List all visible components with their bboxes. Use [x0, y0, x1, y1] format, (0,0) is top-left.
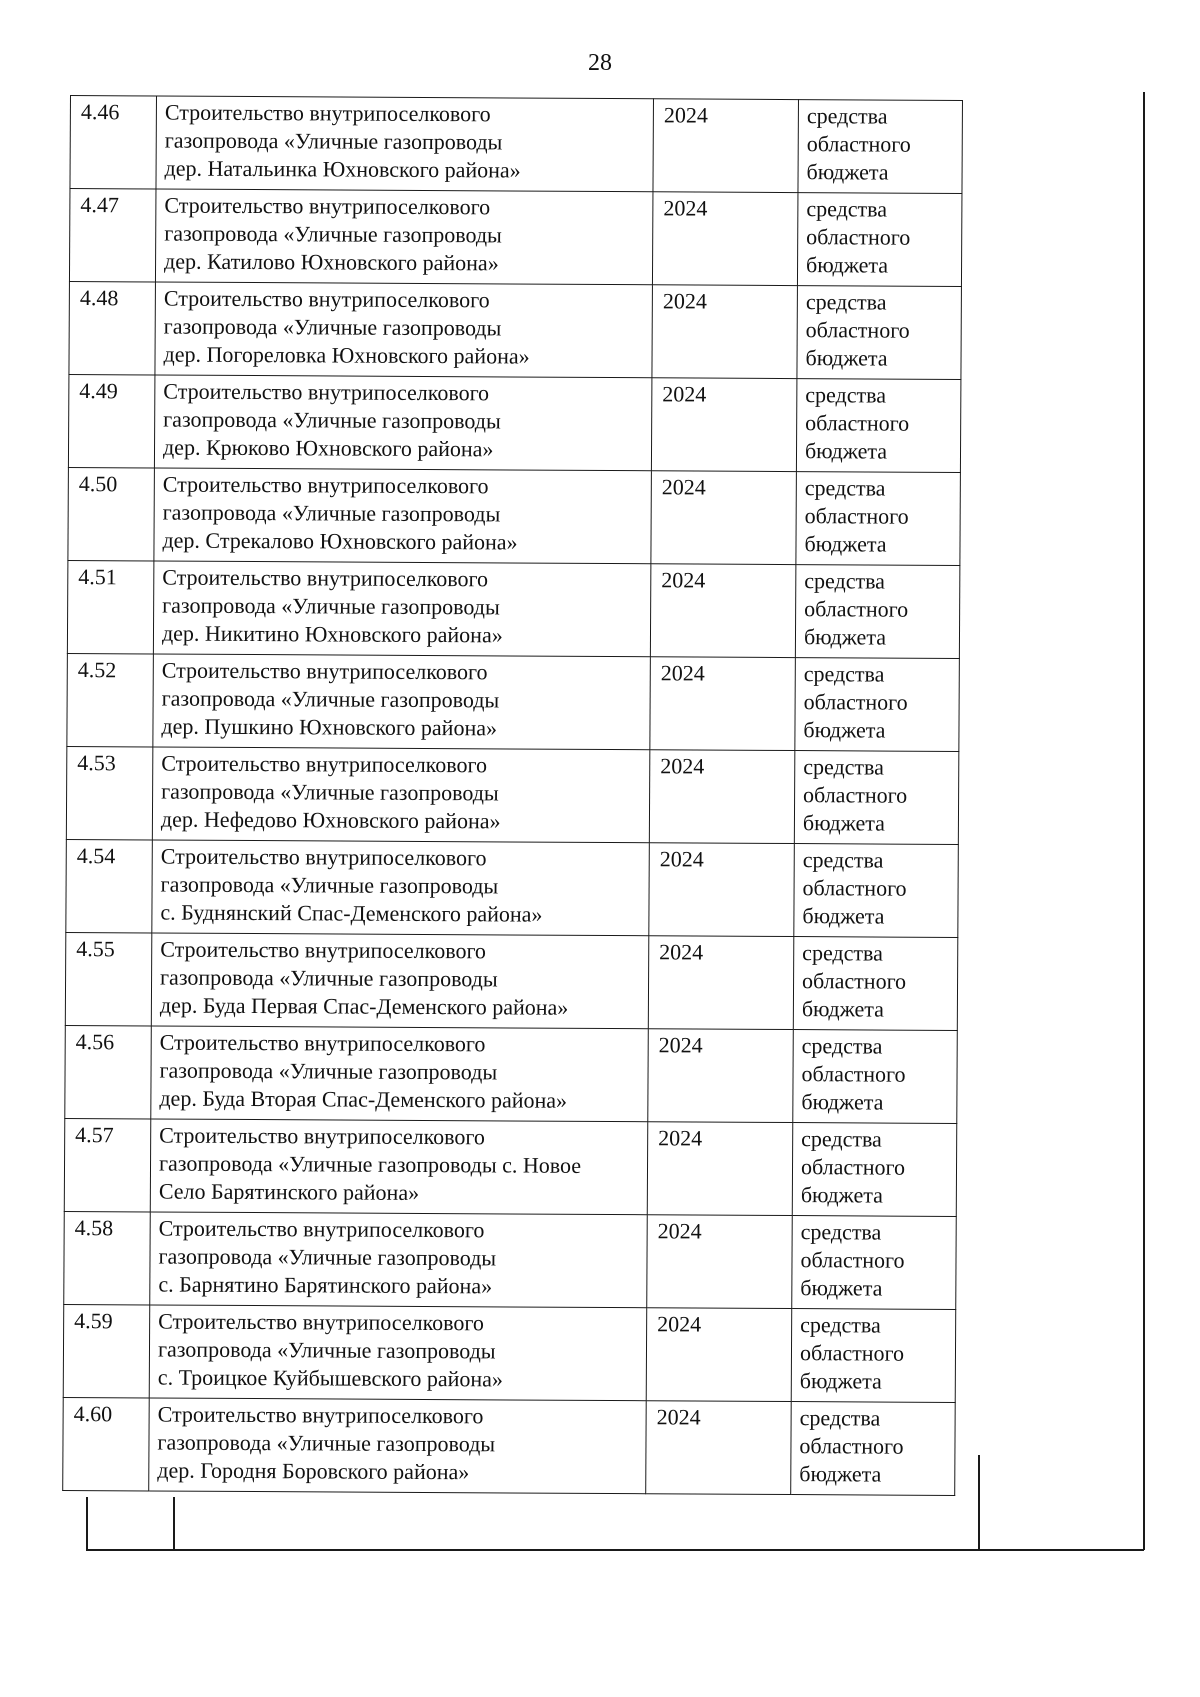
funding-source-line: бюджета — [802, 810, 886, 836]
measure-name — [149, 1398, 647, 1494]
funding-source-line: областного — [801, 1061, 906, 1087]
row-number: 4.60 — [63, 1397, 150, 1490]
measure-name-line: дер. Буда Вторая Спас-Деменского района» — [159, 1085, 568, 1113]
implementation-year: 2024 — [648, 936, 794, 1030]
measure-name — [152, 840, 650, 936]
funding-source-line: средства — [802, 940, 883, 966]
measure-name-line: дер. Стрекалово Юхновского района» — [162, 527, 518, 555]
measure-name-line: Строительство внутрипоселкового — [163, 378, 490, 406]
funding-source-line: бюджета — [803, 624, 887, 650]
measure-name — [151, 933, 649, 1029]
funding-source-line: областного — [802, 875, 907, 901]
measure-name — [151, 1026, 649, 1122]
measure-name — [154, 468, 652, 564]
table-row — [67, 560, 960, 658]
measure-name-line: Строительство внутрипоселкового — [159, 1122, 486, 1150]
funding-source — [794, 844, 959, 938]
implementation-year: 2024 — [647, 1215, 793, 1309]
implementation-year: 2024 — [646, 1308, 792, 1402]
measure-name-line: Строительство внутрипоселкового — [163, 285, 490, 313]
measure-name-line: Строительство внутрипоселкового — [159, 1029, 486, 1057]
funding-source-line: областного — [803, 782, 908, 808]
funding-source-line: средства — [800, 1312, 881, 1338]
funding-source-line: бюджета — [803, 717, 886, 743]
funding-source-line: средства — [800, 1219, 882, 1245]
measure-name-line: Строительство внутрипоселкового — [161, 657, 488, 685]
funding-source — [795, 565, 960, 659]
table-row — [64, 1118, 957, 1216]
funding-source — [791, 1309, 956, 1403]
implementation-year: 2024 — [650, 657, 796, 751]
implementation-year: 2024 — [651, 471, 797, 565]
funding-source-line: средства — [801, 1126, 882, 1152]
funding-source-line: областного — [803, 689, 908, 715]
implementation-year: 2024 — [651, 378, 797, 472]
measure-name-line: с. Троицкое Куйбышевского района» — [157, 1364, 504, 1392]
implementation-year: 2024 — [650, 564, 796, 658]
row-number: 4.58 — [64, 1211, 151, 1304]
implementation-year: 2024 — [649, 750, 795, 844]
table-row — [68, 467, 961, 565]
table-row — [66, 839, 959, 937]
measure-name — [150, 1119, 648, 1215]
table-row — [69, 281, 962, 379]
funding-source-line: средства — [805, 382, 887, 408]
table-row — [63, 1397, 956, 1495]
row-number: 4.49 — [68, 374, 155, 467]
measure-name — [153, 561, 651, 657]
measure-name-line: газопровода «Уличные газопроводы с. Новое — [158, 1150, 582, 1178]
measure-name-line: Строительство внутрипоселкового — [158, 1215, 485, 1243]
row-number: 4.52 — [67, 653, 154, 746]
measure-name-line: дер. Никитино Юхновского района» — [161, 620, 503, 648]
funding-source-line: средства — [804, 568, 886, 594]
table-row — [70, 96, 963, 194]
funding-source-line: бюджета — [799, 1461, 882, 1487]
table-column-border-extension — [173, 1497, 175, 1551]
table-row — [64, 1211, 957, 1309]
table-extra-column-border — [978, 1455, 980, 1550]
measure-name-line: с. Барнятино Барятинского района» — [158, 1271, 493, 1299]
measure-name — [154, 375, 652, 471]
measure-name-line: газопровода «Уличные газопроводы — [164, 220, 502, 248]
funding-source-line: бюджета — [805, 252, 889, 278]
measure-name-line: Строительство внутрипоселкового — [162, 471, 489, 499]
funding-source-line: средства — [801, 1033, 883, 1059]
row-number: 4.54 — [66, 839, 153, 932]
funding-source-line: бюджета — [804, 438, 888, 464]
measure-name-line: дер. Крюково Юхновского района» — [162, 434, 494, 462]
funding-source — [792, 1123, 957, 1217]
measure-name — [155, 189, 653, 285]
measure-name-line: Строительство внутрипоселкового — [158, 1308, 484, 1336]
funding-source-line: средства — [804, 475, 886, 501]
table-row — [66, 746, 959, 844]
funding-source — [797, 193, 962, 287]
funding-source-line: средства — [806, 196, 888, 222]
measure-name — [150, 1212, 648, 1308]
funding-source-line: средства — [803, 754, 885, 780]
table-row — [65, 1025, 958, 1123]
table-row — [69, 189, 962, 287]
funding-source-line: бюджета — [801, 996, 885, 1022]
measure-name-line: газопровода «Уличные газопроводы — [159, 1057, 498, 1085]
measure-name-line: дер. Нефедово Юхновского района» — [160, 806, 501, 834]
table-row — [63, 1304, 956, 1402]
row-number: 4.51 — [67, 560, 154, 653]
funding-source-line: бюджета — [802, 903, 885, 929]
implementation-year: 2024 — [653, 99, 799, 193]
funding-source-line: средства — [805, 289, 887, 315]
row-number: 4.55 — [65, 932, 152, 1025]
funding-source — [797, 286, 962, 380]
measure-name-line: газопровода «Уличные газопроводы — [163, 313, 502, 341]
measure-name-line: Строительство внутрипоселкового — [160, 936, 487, 964]
funding-source-line: средства — [803, 661, 885, 687]
measure-name-line: дер. Буда Первая Спас-Деменского района» — [159, 992, 569, 1020]
funding-source-line: областного — [806, 224, 911, 250]
funding-source-line: областного — [800, 1247, 905, 1273]
measure-name-line: дер. Пушкино Юхновского района» — [161, 713, 498, 741]
measure-name — [153, 654, 651, 750]
row-number: 4.59 — [63, 1304, 150, 1397]
row-number: 4.50 — [68, 467, 155, 560]
table-row — [65, 932, 958, 1030]
funding-source-line: бюджета — [804, 531, 887, 557]
funding-source-line: областного — [799, 1340, 905, 1366]
measure-name-line: Строительство внутрипоселкового — [164, 192, 491, 220]
measure-name-line: Строительство внутрипоселкового — [157, 1401, 484, 1429]
measure-name-line: газопровода «Уличные газопроводы — [161, 778, 499, 806]
row-number: 4.47 — [69, 189, 156, 282]
funding-source — [793, 1030, 958, 1124]
measure-name — [155, 282, 653, 378]
row-number: 4.57 — [64, 1118, 151, 1211]
funding-source-line: бюджета — [800, 1182, 883, 1208]
funding-source-line: бюджета — [801, 1089, 884, 1115]
measure-name-line: газопровода «Уличные газопроводы — [157, 1429, 496, 1457]
funding-source — [794, 751, 959, 845]
measure-name-line: Село Барятинского района» — [158, 1178, 420, 1205]
measure-name-line: дер. Катилово Юхновского района» — [164, 248, 499, 276]
measure-name-line: Строительство внутрипоселкового — [161, 750, 488, 778]
row-number: 4.56 — [65, 1025, 152, 1118]
measures-table — [62, 95, 963, 1496]
funding-source-line: областного — [800, 1154, 906, 1180]
measure-name-line: Строительство внутрипоселкового — [160, 843, 487, 871]
table-left-border-extension — [86, 1497, 88, 1551]
table-outer-bottom-border — [86, 1549, 1144, 1551]
funding-source — [796, 472, 961, 566]
measure-name-line: дер. Городня Боровского района» — [157, 1457, 470, 1485]
funding-source-line: областного — [799, 1433, 904, 1459]
funding-source-line: областного — [801, 968, 907, 994]
funding-source — [798, 100, 963, 194]
implementation-year: 2024 — [648, 1029, 794, 1123]
funding-source-line: бюджета — [806, 159, 889, 185]
measure-name-line: газопровода «Уличные газопроводы — [158, 1243, 497, 1271]
funding-source — [792, 1216, 957, 1310]
measure-name-line: газопровода «Уличные газопроводы — [157, 1336, 496, 1364]
page-number: 28 — [588, 50, 612, 76]
implementation-year: 2024 — [652, 192, 798, 286]
row-number: 4.46 — [70, 96, 157, 189]
measure-name-line: Строительство внутрипоселкового — [164, 99, 491, 127]
implementation-year: 2024 — [646, 1401, 792, 1495]
table-row — [67, 653, 960, 751]
table-outer-right-border — [1143, 92, 1145, 1550]
funding-source — [793, 937, 958, 1031]
funding-source-line: средства — [802, 847, 884, 873]
measure-name-line: дер. Погореловка Юхновского района» — [163, 341, 530, 369]
implementation-year: 2024 — [652, 285, 798, 379]
measure-name — [156, 96, 654, 192]
measure-name-line: газопровода «Уличные газопроводы — [160, 871, 499, 899]
measure-name-line: Строительство внутрипоселкового — [162, 564, 489, 592]
measure-name-line: газопровода «Уличные газопроводы — [163, 406, 501, 434]
funding-source-line: бюджета — [800, 1275, 883, 1301]
funding-source — [796, 379, 961, 473]
funding-source-line: областного — [806, 131, 911, 157]
funding-source-line: бюджета — [799, 1368, 882, 1394]
measure-name-line: дер. Натальинка Юхновского района» — [164, 155, 521, 183]
funding-source-line: областного — [804, 503, 909, 529]
row-number: 4.53 — [66, 746, 153, 839]
table-row — [68, 374, 961, 472]
measure-name-line: газопровода «Уличные газопроводы — [162, 592, 500, 620]
implementation-year: 2024 — [647, 1122, 793, 1216]
measure-name-line: с. Буднянский Спас-Деменского района» — [160, 899, 543, 927]
measure-name-line: газопровода «Уличные газопроводы — [160, 964, 498, 992]
funding-source-line: средства — [806, 103, 888, 129]
measure-name-line: газопровода «Уличные газопроводы — [162, 499, 501, 527]
measure-name-line: газопровода «Уличные газопроводы — [161, 685, 500, 713]
measure-name — [149, 1305, 647, 1401]
row-number: 4.48 — [69, 281, 156, 374]
funding-source-line: средства — [799, 1405, 881, 1431]
funding-source-line: областного — [805, 317, 910, 343]
funding-source-line: областного — [805, 410, 910, 436]
measure-name — [152, 747, 650, 843]
funding-source — [795, 658, 960, 752]
funding-source-line: бюджета — [805, 345, 888, 371]
funding-source — [791, 1402, 956, 1496]
measure-name-line: газопровода «Уличные газопроводы — [164, 127, 503, 155]
implementation-year: 2024 — [649, 843, 795, 937]
funding-source-line: областного — [804, 596, 909, 622]
